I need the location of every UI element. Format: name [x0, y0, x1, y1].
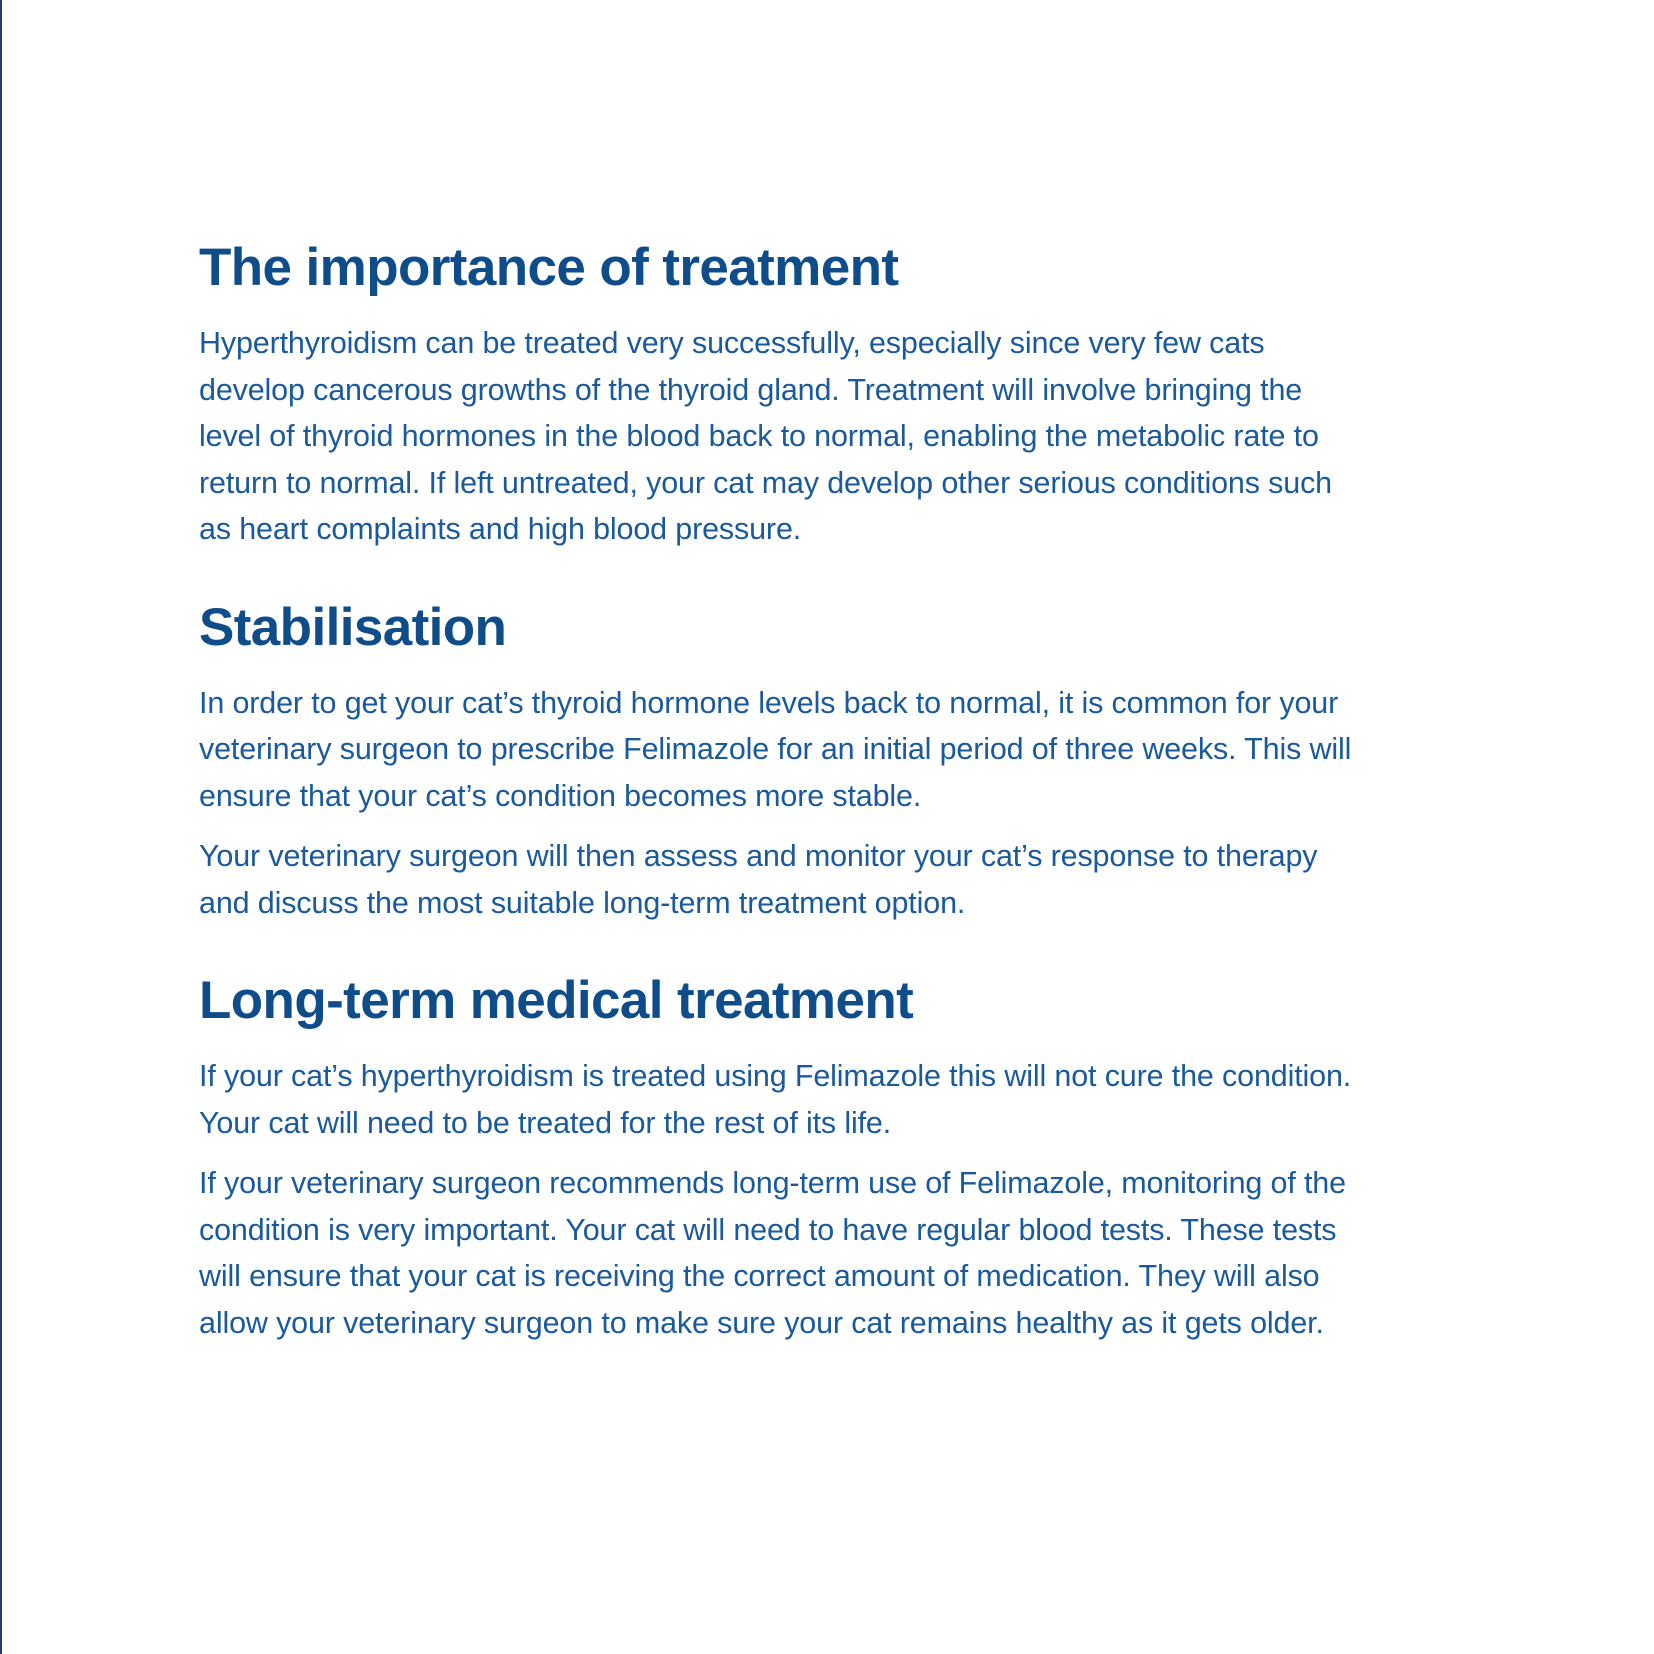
page-edge-line	[0, 0, 2, 1654]
section-heading: The importance of treatment	[199, 238, 899, 297]
document-body	[199, 236, 1359, 1389]
section-stabilisation	[199, 596, 1359, 927]
paragraph: If your cat’s hyperthyroidism is treated using Felimazole this will not cure the condition. Your cat will need to be treated for the rest of its life.	[199, 1059, 1352, 1140]
paragraph: Hyperthyroidism can be treated very successfully, especially since very few cats develop cancerous growths of the thyroid gland. Treatment will involve bringing the level of thyroid hormones in the blood back to normal, enabling the metabolic rate to return to normal. If left untreated, your cat may develop other serious conditions such as heart complaints and high blood pressure.	[199, 326, 1332, 546]
section-heading: Stabilisation	[199, 597, 507, 657]
section-long-term-medical-treatment	[199, 969, 1359, 1346]
paragraph: In order to get your cat’s thyroid hormone levels back to normal, it is common for your veterinary surgeon to prescribe Felimazole for an initial period of three weeks. This will ensure that your cat’s condition becomes more stable.	[199, 685, 1352, 813]
section-importance-of-treatment	[199, 236, 1359, 553]
paragraph: Your veterinary surgeon will then assess and monitor your cat’s response to therapy and discuss the most suitable long-term treatment option.	[199, 839, 1318, 920]
section-heading: Long-term medical treatment	[199, 971, 914, 1030]
paragraph: If your veterinary surgeon recommends long-term use of Felimazole, monitoring of the condition is very important. Your cat will need to have regular blood tests. These tests will ensure that your cat is receiving the correct amount of medication. They will also allow your veterinary surgeon to make sure your cat remains healthy as it gets older.	[199, 1166, 1346, 1340]
